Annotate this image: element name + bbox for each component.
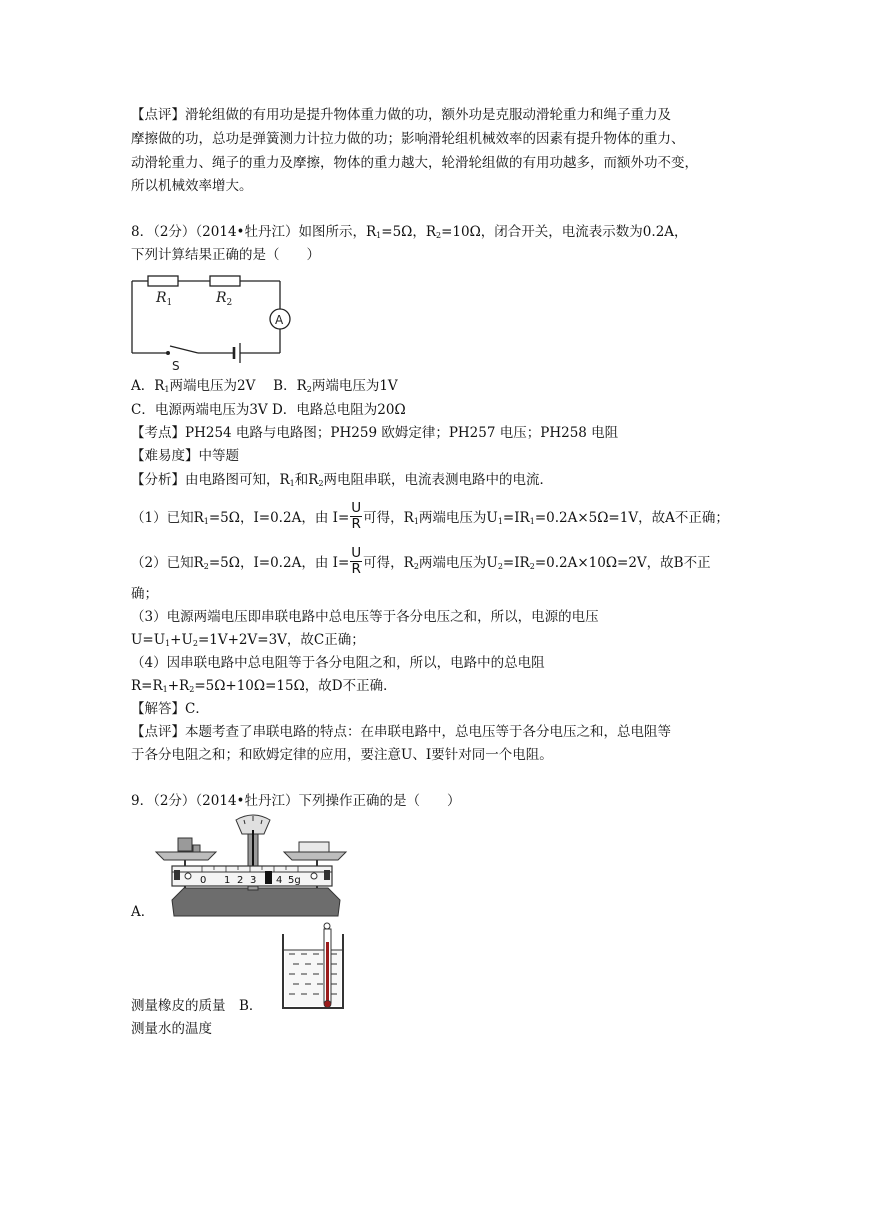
q8-step-4-line-1: （4）因串联电路中总电阻等于各分电阻之和，所以，电路中的总电阻 bbox=[131, 655, 545, 671]
svg-text:R2: $R_2$ bbox=[216, 290, 233, 308]
prev-comment-line-4: 所以机械效率增大。 bbox=[131, 178, 253, 194]
svg-text:4: 4 bbox=[276, 875, 283, 886]
resistor-r1 bbox=[148, 276, 178, 286]
q8-difficulty: 【难易度】中等题 bbox=[131, 448, 239, 464]
q9-option-a-label: A． bbox=[131, 904, 155, 920]
prev-comment-line-3: 动滑轮重力、绳子的重力及摩擦，物体的重力越大，轮滑轮组做的有用功越多，而额外功不变， bbox=[131, 155, 698, 171]
svg-text:A: A bbox=[275, 313, 284, 327]
q8-step-2: （2）已知$R_2=5\Omega$，I=0.2A，由 I= $\frac{U}{R}$ 可得，$R_2$两端电压为$U_2=IR_2=0.2A\times 10\Omega=2V$，故B不正 bbox=[131, 545, 711, 577]
beaker-thermometer-figure bbox=[279, 920, 349, 1012]
q8-step-2-cont: 确； bbox=[131, 586, 158, 602]
q8-options-ab: A．$R_1$两端电压为2V B．$R_2$两端电压为1V bbox=[131, 378, 398, 394]
svg-text:R1: $R_1$ bbox=[156, 290, 173, 308]
svg-text:S: S bbox=[172, 359, 180, 372]
switch-lever bbox=[170, 346, 198, 353]
ohm-fraction: $\frac{U}{R}$ bbox=[351, 545, 362, 577]
q8-stem-line-2: 下列计算结果正确的是（ ） bbox=[131, 247, 320, 263]
q8-stem-line-1: 8．（2分）（2014•牡丹江）如图所示，$R_1=5\Omega$，$R_2=10\Omega$，闭合开关，电流表示数为0.2A， bbox=[131, 224, 688, 240]
q8-options-cd: C．电源两端电压为3V D．电路总电阻为20Ω bbox=[131, 402, 406, 418]
q8-analysis: 【分析】由电路图可知，$R_1$和$R_2$两电阻串联，电流表测电路中的电流． bbox=[131, 472, 554, 488]
q9-stem: 9．（2分）（2014•牡丹江）下列操作正确的是（ ） bbox=[131, 793, 461, 809]
svg-text:0: 0 bbox=[200, 875, 207, 886]
q8-step-3-line-2: $U=U_1+U_2=1V+2V=3V$，故C正确； bbox=[131, 632, 365, 648]
q9-option-b-text: 测量水的温度 bbox=[131, 1021, 212, 1037]
resistor-r2 bbox=[210, 276, 240, 286]
svg-text:2: 2 bbox=[237, 875, 244, 886]
balance-scale-figure bbox=[152, 812, 360, 920]
eraser-object bbox=[299, 842, 329, 852]
svg-text:1: 1 bbox=[224, 875, 231, 886]
q8-step-1: （1）已知$R_1=5\Omega$，I=0.2A，由 I= $\frac{U}{R}$ 可得，$R_1$两端电压为$U_1=IR_1=0.2A\times 5\Omega=1V$，故A不正确； bbox=[131, 500, 729, 532]
circuit-diagram bbox=[128, 271, 293, 372]
svg-text:3: 3 bbox=[250, 875, 257, 886]
weight-object bbox=[178, 838, 192, 851]
q8-step-3-line-1: （3）电源两端电压即串联电路中总电压等于各分电压之和，所以，电源的电压 bbox=[131, 609, 599, 625]
rider-weight bbox=[265, 871, 272, 884]
q8-kaodian: 【考点】PH254 电路与电路图；PH259 欧姆定律；PH257 电压；PH258 电阻 bbox=[131, 425, 619, 441]
q8-step-4-line-2: $R=R_1+R_2=5\Omega+10\Omega=15\Omega$，故D不正确． bbox=[131, 678, 397, 694]
svg-text:5g: 5g bbox=[288, 875, 301, 886]
q8-answer: 【解答】C． bbox=[131, 701, 209, 717]
prev-comment-line-2: 摩擦做的功，总功是弹簧测力计拉力做的功；影响滑轮组机械效率的因素有提升物体的重力、 bbox=[131, 131, 685, 147]
q8-comment-line-2: 于各分电阻之和；和欧姆定律的应用，要注意U、I要针对同一个电阻。 bbox=[131, 747, 553, 763]
ohm-fraction: $\frac{U}{R}$ bbox=[351, 500, 362, 532]
q8-comment-line-1: 【点评】本题考查了串联电路的特点：在串联电路中，总电压等于各分电压之和，总电阻等 bbox=[131, 724, 671, 740]
prev-comment-line-1: 【点评】滑轮组做的有用功是提升物体重力做的功，额外功是克服动滑轮重力和绳子重力及 bbox=[131, 107, 671, 123]
q9-option-a-b: 测量橡皮的质量 B． bbox=[131, 998, 263, 1014]
